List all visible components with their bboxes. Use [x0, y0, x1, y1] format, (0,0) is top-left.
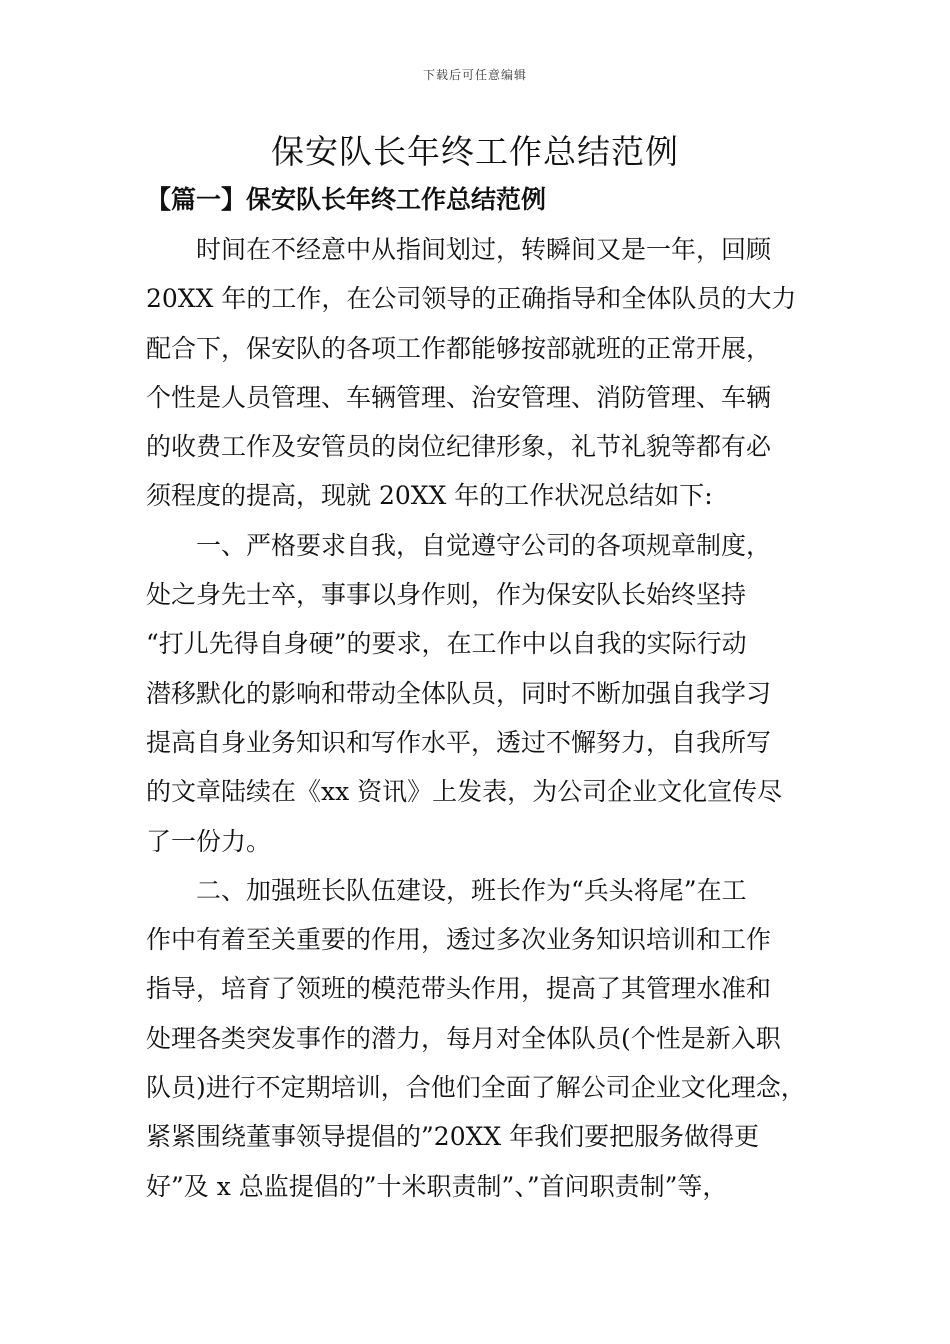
text-line: 处之身先士卒，事事以身作则，作为保安队长始终坚持 [146, 580, 747, 610]
text-line: 配合下，保安队的各项工作都能够按部就班的正常开展， [146, 333, 772, 363]
text-line: 紧紧围绕董事领导提倡的”20XX 年我们要把服务做得更 [146, 1122, 760, 1152]
paragraph-1 [146, 230, 826, 526]
text-line: 二、加强班长队伍建设，班长作为“兵头将尾”在工 [196, 875, 747, 905]
paragraph-3 [146, 871, 826, 1216]
document-body [146, 230, 826, 1216]
text-line: “打儿先得自身硬”的要求，在工作中以自我的实际行动 [146, 629, 747, 659]
text-line: 的文章陆续在《xx 资讯》上发表，为公司企业文化宣传尽 [146, 777, 783, 807]
section-heading: 【篇一】保安队长年终工作总结范例 [146, 185, 547, 214]
paragraph-2 [146, 526, 826, 871]
text-line: 指导，培育了领班的模范带头作用，提高了其管理水准和 [146, 974, 772, 1004]
text-line: 时间在不经意中从指间划过，转瞬间又是一年，回顾 [196, 235, 772, 264]
text-line: 好”及 x 总监提倡的”十米职责制”、”首问职责制”等， [146, 1171, 728, 1201]
text-line: 队员)进行不定期培训，合他们全面了解公司企业文化理念， [146, 1073, 806, 1103]
text-line: 作中有着至关重要的作用，透过多次业务知识培训和工作 [146, 925, 772, 955]
text-line: 的收费工作及安管员的岗位纪律形象，礼节礼貌等都有必 [146, 432, 772, 462]
text-line: 处理各类突发事作的潜力，每月对全体队员(个性是新入职 [146, 1023, 781, 1053]
header-note: 下载后可任意编辑 [422, 68, 527, 82]
text-line: 一、严格要求自我，自觉遵守公司的各项规章制度， [196, 530, 772, 560]
text-line: 个性是人员管理、车辆管理、治安管理、消防管理、车辆 [146, 382, 772, 412]
text-line: 20XX 年的工作，在公司领导的正确指导和全体队员的大力 [146, 284, 797, 314]
text-line: 潜移默化的影响和带动全体队员，同时不断加强自我学习 [146, 678, 772, 708]
text-line: 了一份力。 [146, 826, 272, 856]
document-title: 保安队长年终工作总结范例 [271, 132, 679, 171]
text-line: 提高自身业务知识和写作水平，透过不懈努力，自我所写 [146, 727, 772, 757]
text-line: 须程度的提高，现就 20XX 年的工作状况总结如下: [146, 481, 713, 511]
